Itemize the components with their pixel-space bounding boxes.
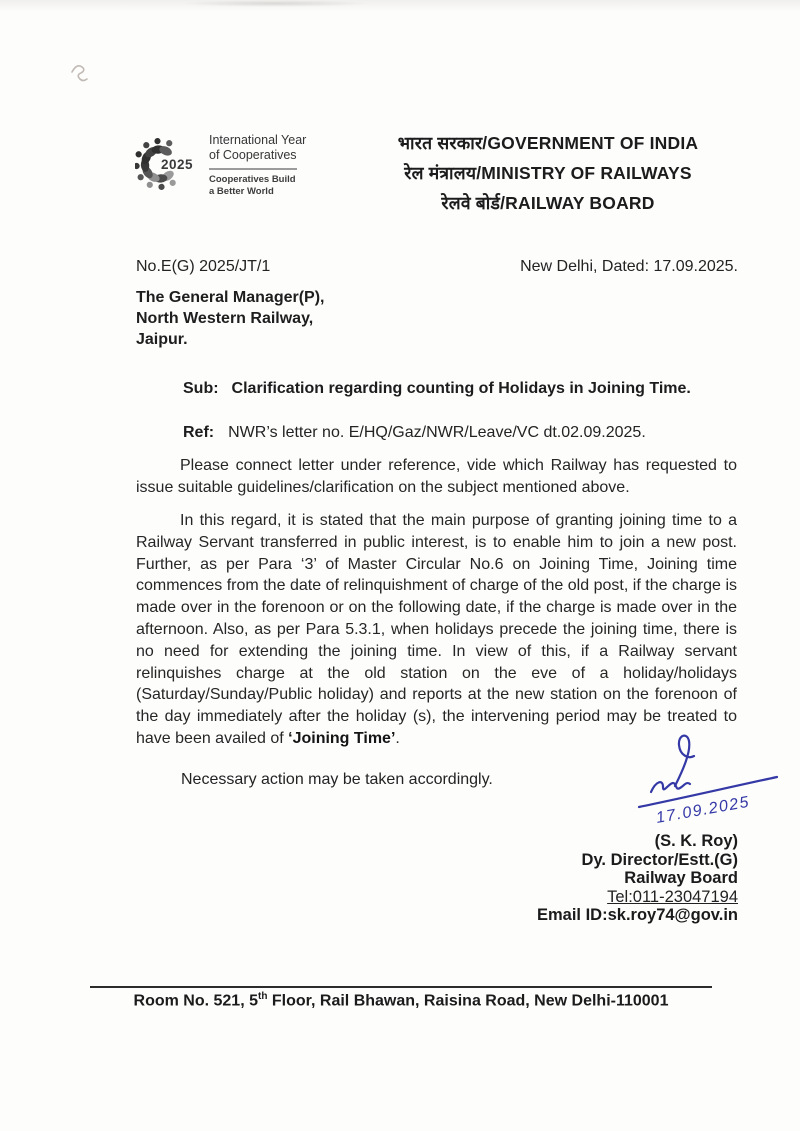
- emblem-title-line2: of Cooperatives: [209, 148, 297, 162]
- cooperatives-2025-emblem-icon: [135, 126, 205, 223]
- signatory-name: (S. K. Roy): [654, 832, 738, 850]
- subject-line: [183, 380, 691, 398]
- org-line-ministry-of-railways: रेल मंत्रालय/MINISTRY OF RAILWAYS: [404, 163, 692, 183]
- reference-label: Ref:: [183, 424, 215, 441]
- signatory-email: Email ID:sk.roy74@gov.in: [536, 906, 738, 924]
- place-and-date: New Delhi, Dated: 17.09.2025.: [520, 258, 738, 275]
- scan-artifact: [180, 0, 370, 7]
- reference-line: [183, 424, 646, 442]
- paragraph2-text: In this regard, it is stated that the main purpose of granting joining time to a Railway Servant transferred in public interest, is to enable him to join a new post. Further, as per Para ‘3’ of Master Circular No.6 on Joining Time, Joining time commences from the date of relinquishment of charge of the old post, if the charge is made over in the forenoon or on the following date, if the charge is made over in the afternoon. Also, as per Para 5.3.1, when holidays precede the joining time, there is no need for extending the joining time. In view of this, if a Railway servant relinquishes charge at the old station on the eve of a holiday/holidays (Saturday/Sunday/Public holiday) and reports at the new station on the forenoon of the day immediately after the holiday (s), the intervening period may be treated to have been availed of: [136, 512, 737, 747]
- office-address: [57, 991, 745, 1010]
- emblem-year-text: 2025: [160, 157, 194, 172]
- scan-artifact: [0, 0, 800, 12]
- pencil-squiggle-mark: [64, 56, 98, 90]
- signatory-telephone: Tel:011-23047194: [607, 887, 738, 906]
- handwritten-date: 17.09.2025: [654, 793, 752, 827]
- emblem-tagline-line1: Cooperatives Build: [209, 174, 296, 185]
- addressee-line3: Jaipur.: [136, 331, 188, 348]
- emblem-caption: [209, 133, 319, 197]
- body-paragraph-1: Please connect letter under reference, vide which Railway has requested to issue suitable guidelines/clarification on the subject mentioned above.: [136, 457, 737, 496]
- paragraph2-period: .: [395, 729, 400, 747]
- addressee-line2: North Western Railway,: [136, 310, 314, 327]
- letter-number: No.E(G) 2025/JT/1: [136, 258, 271, 275]
- addressee-block: [136, 287, 325, 350]
- emblem-title-line1: International Year: [209, 133, 307, 147]
- joining-time-bold-phrase: ‘Joining Time’: [288, 729, 396, 747]
- reference-text: NWR’s letter no. E/HQ/Gaz/NWR/Leave/VC dt.02.09.2025.: [228, 424, 646, 441]
- org-line-government-of-india: भारत सरकार/GOVERNMENT OF INDIA: [397, 133, 699, 153]
- addressee-line1: The General Manager(P),: [136, 289, 325, 306]
- signature-loop-stroke: [675, 736, 694, 786]
- office-address-part2: Floor, Rail Bhawan, Raisina Road, New Delhi-110001: [267, 992, 669, 1010]
- signatory-designation: Dy. Director/Estt.(G): [581, 850, 738, 869]
- org-line-railway-board: रेलवे बोर्ड/RAILWAY BOARD: [441, 193, 655, 213]
- subject-label: Sub:: [183, 380, 219, 397]
- government-header: [350, 128, 746, 218]
- subject-text: Clarification regarding counting of Holidays in Joining Time.: [231, 380, 691, 397]
- emblem-divider: [209, 168, 297, 170]
- signatory-organization: Railway Board: [624, 869, 738, 887]
- signature-scribble-stroke: [651, 782, 690, 792]
- footer-divider: [90, 986, 712, 988]
- closing-line: Necessary action may be taken accordingly.: [181, 771, 493, 788]
- office-address-part1: Room No. 521, 5: [133, 992, 258, 1010]
- office-address-superscript: th: [258, 991, 268, 1002]
- handwritten-signature: [633, 730, 783, 830]
- body-paragraph-2: [136, 510, 737, 750]
- emblem-tagline-line2: a Better World: [209, 185, 274, 197]
- signatory-block: [418, 832, 738, 925]
